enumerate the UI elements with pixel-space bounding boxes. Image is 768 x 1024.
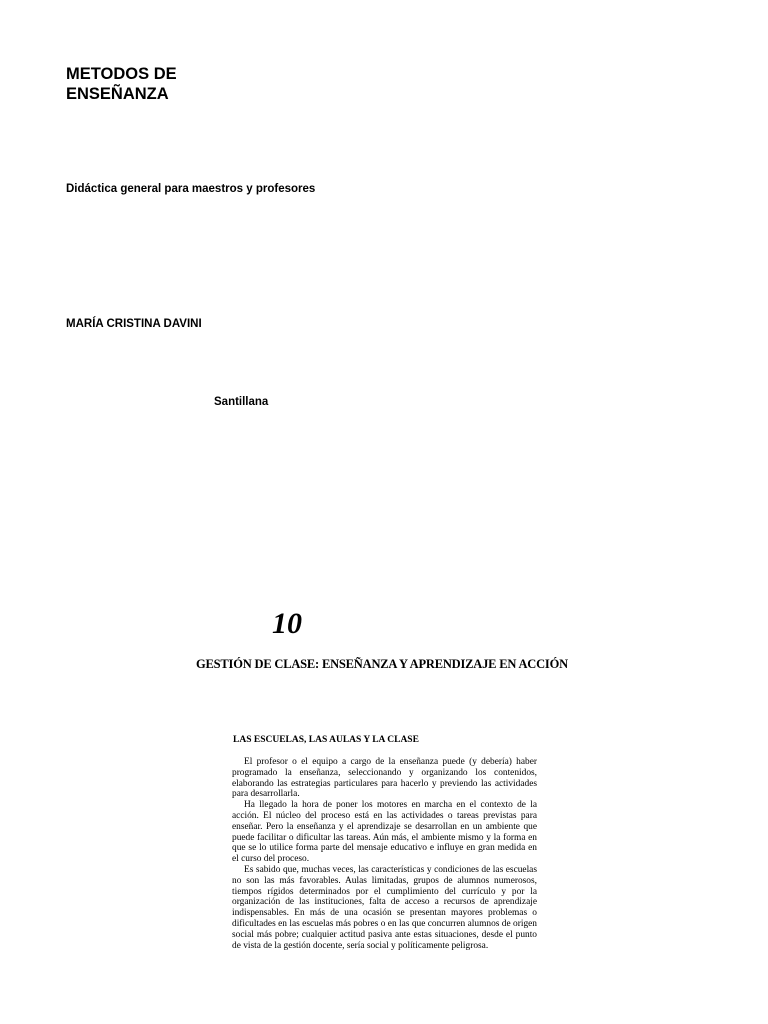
book-publisher: Santillana <box>214 396 269 408</box>
book-title-line-1: METODOS DE <box>66 65 177 83</box>
paragraph: El profesor o el equipo a cargo de la enseñanza puede (y debería) haber programado la enseñanza, seleccionando y organizando los contenidos, elaborando las estrategias particulares para hacerlo y previendo las actividades para desarrollarla. <box>232 757 537 800</box>
paragraph: Es sabido que, muchas veces, las características y condiciones de las escuelas no son las más favorables. Aulas limitadas, grupos de alumnos numerosos, tiempos rígidos determinados por el cumplimiento del currículo y por la organización de las instituciones, falta de acceso a recursos de aprendizaje indispensables. En más de una ocasión se presentan mayores problemas o dificultades en las escuelas más pobres o en las que concurren alumnos de origen social más pobre; cualquier actitud pasiva ante estas situaciones, desde el punto de vista de la gestión docente, sería social y políticamente peligrosa. <box>232 864 537 951</box>
section-heading: LAS ESCUELAS, LAS AULAS Y LA CLASE <box>233 735 419 745</box>
book-subtitle: Didáctica general para maestros y profesores <box>66 183 316 195</box>
book-author: MARÍA CRISTINA DAVINI <box>66 318 202 330</box>
paragraph: Ha llegado la hora de poner los motores en marcha en el contexto de la acción. El núcleo del proceso está en las actividades o tareas previstas para enseñar. Pero la enseñanza y el aprendizaje se desarrollan en un ambiente que puede facilitar o dificultar las tareas. Aún más, el ambiente mismo y la forma en que se lo utilice forma parte del mensaje educativo e influye en gran medida en el curso del proceso. <box>232 800 537 865</box>
book-title-line-2: ENSEÑANZA <box>66 85 169 103</box>
chapter-title: GESTIÓN DE CLASE: ENSEÑANZA Y APRENDIZAJE EN ACCIÓN <box>196 657 568 671</box>
body-text <box>232 757 537 951</box>
book-title <box>66 64 266 104</box>
chapter-number: 10 <box>272 607 302 640</box>
